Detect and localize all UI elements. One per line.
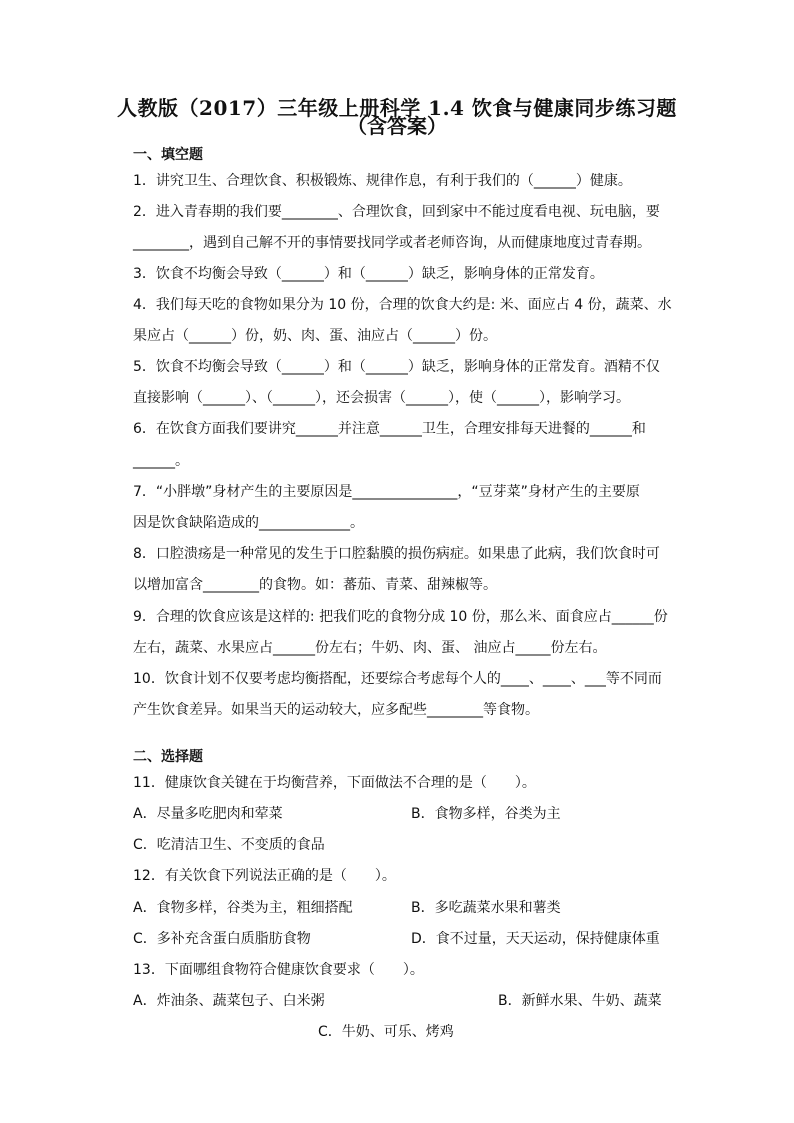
question-line: 产生饮食差异。如果当天的运动较大，应多配些________等食物。 bbox=[133, 702, 539, 718]
question-line: 3．饮食不均衡会导致（______）和（______）缺乏，影响身体的正常发育。 bbox=[133, 266, 604, 282]
section-heading-fill-blank: 一、填空题 bbox=[133, 147, 203, 163]
question-line: 果应占（______）份，奶、肉、蛋、油应占（______）份。 bbox=[133, 328, 497, 344]
question-line: 2．进入青春期的我们要________、合理饮食，回到家中不能过度看电视、玩电脑，要 bbox=[133, 204, 660, 220]
question-line: 5．饮食不均衡会导致（______）和（______）缺乏，影响身体的正常发育。酒精不仅 bbox=[133, 359, 660, 375]
option-a: A．食物多样，谷类为主，粗细搭配 bbox=[133, 900, 353, 916]
question-line: 7．“小胖墩”身材产生的主要原因是_______________，“豆芽菜”身材产生的主要原 bbox=[133, 484, 640, 500]
question-line: 左右，蔬菜、水果应占______份左右；牛奶、肉、蛋、 油应占_____份左右。 bbox=[133, 640, 607, 656]
question-line: 1．讲究卫生、合理饮食、积极锻炼、规律作息，有利于我们的（______）健康。 bbox=[133, 173, 632, 189]
question-line: ______。 bbox=[133, 453, 189, 469]
page-title: 人教版（2017）三年级上册科学 1.4 饮食与健康同步练习题 bbox=[117, 96, 677, 120]
question-line: 因是饮食缺陷造成的_____________。 bbox=[133, 515, 364, 531]
page-subtitle: （含答案） bbox=[347, 114, 447, 138]
question-line: 9．合理的饮食应该是这样的: 把我们吃的食物分成 10 份，那么米、面食应占______份 bbox=[133, 609, 668, 625]
question-stem: 11．健康饮食关键在于均衡营养，下面做法不合理的是（ ）。 bbox=[133, 775, 536, 791]
option-b: B．新鲜水果、牛奶、蔬菜 bbox=[498, 993, 662, 1009]
question-line: ________，遇到自己解不开的事情要找同学或者老师咨询，从而健康地度过青春期。 bbox=[133, 235, 651, 251]
option-a: A．炸油条、蔬菜包子、白米粥 bbox=[133, 993, 325, 1009]
section-heading-multiple-choice: 二、选择题 bbox=[133, 749, 203, 765]
question-stem: 13．下面哪组食物符合健康饮食要求（ ）。 bbox=[133, 962, 424, 978]
option-b: B．多吃蔬菜水果和薯类 bbox=[411, 900, 561, 916]
option-a: A．尽量多吃肥肉和荤菜 bbox=[133, 806, 283, 822]
question-line: 以增加富含________的食物。如：蕃茄、青菜、甜辣椒等。 bbox=[133, 577, 497, 593]
question-line: 8．口腔溃疡是一种常见的发生于口腔黏膜的损伤病症。如果患了此病，我们饮食时可 bbox=[133, 546, 660, 562]
question-stem: 12．有关饮食下列说法正确的是（ ）。 bbox=[133, 868, 396, 884]
question-line: 直接影响（______）、（______），还会损害（______），使（______），影响学习。 bbox=[133, 390, 630, 406]
option-c: C．牛奶、可乐、烤鸡 bbox=[318, 1024, 454, 1040]
question-line: 6．在饮食方面我们要讲究______并注意______卫生，合理安排每天进餐的______和 bbox=[133, 421, 646, 437]
question-line: 4．我们每天吃的食物如果分为 10 份，合理的饮食大约是: 米、面应占 4 份，蔬菜、水 bbox=[133, 297, 672, 313]
option-c: C．吃清洁卫生、不变质的食品 bbox=[133, 837, 325, 853]
question-line: 10．饮食计划不仅要考虑均衡搭配，还要综合考虑每个人的____、____、___等不同而 bbox=[133, 671, 662, 687]
option-d: D．食不过量，天天运动，保持健康体重 bbox=[411, 931, 660, 947]
option-b: B．食物多样，谷类为主 bbox=[411, 806, 561, 822]
option-c: C．多补充含蛋白质脂肪食物 bbox=[133, 931, 311, 947]
